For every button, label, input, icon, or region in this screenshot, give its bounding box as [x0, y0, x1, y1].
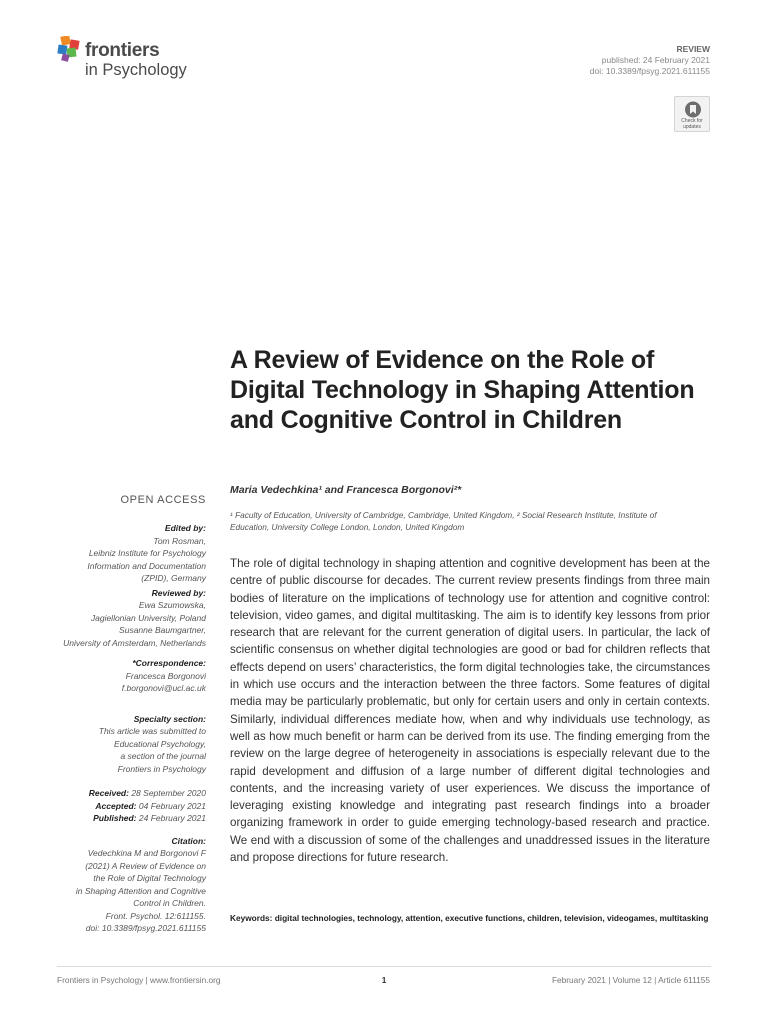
- keywords-list: digital technologies, technology, attention, executive functions, children, television, videogames, multitasking: [274, 913, 709, 923]
- edited-by-section: [40, 522, 206, 585]
- article-doi[interactable]: doi: 10.3389/fpsyg.2021.611155: [589, 66, 710, 76]
- reviewed-by-label: Reviewed by:: [151, 587, 206, 598]
- reviewer-line: University of Amsterdam, Netherlands: [63, 637, 206, 648]
- citation-label: Citation:: [171, 835, 206, 846]
- citation-doi[interactable]: doi: 10.3389/fpsyg.2021.611155: [85, 923, 206, 933]
- correspondence-label: *Correspondence:: [132, 658, 206, 668]
- article-meta-header: [590, 44, 710, 77]
- editor-line: Tom Rosman,: [153, 535, 206, 546]
- reviewer-line: Susanne Baumgartner,: [119, 625, 206, 635]
- bookmark-icon: [684, 101, 702, 118]
- article-title: A Review of Evidence on the Role of Digital Technology in Shaping Attention and Cognitive Control in Children: [230, 346, 695, 434]
- published-date-sidebar: Published: 24 February 2021: [93, 813, 206, 823]
- correspondence-email[interactable]: f.borgonovi@ucl.ac.uk: [121, 683, 206, 693]
- specialty-line: Frontiers in Psychology: [117, 763, 206, 774]
- reviewer-line: Ewa Szumowska,: [138, 600, 206, 610]
- citation-line: the Role of Digital Technology: [93, 873, 206, 883]
- article-sidebar: [40, 522, 206, 943]
- article-dates: [40, 787, 206, 825]
- article-keywords: [230, 913, 710, 924]
- received-date: Received: 28 September 2020: [88, 788, 206, 798]
- reviewed-by-section: [40, 587, 206, 650]
- citation-line: (2021) A Review of Evidence on: [85, 860, 206, 871]
- article-type: REVIEW: [676, 44, 710, 54]
- footer-journal-link[interactable]: Frontiers in Psychology | www.frontiersin.org: [57, 975, 221, 985]
- correspondence-name: Francesca Borgonovi: [125, 670, 206, 681]
- journal-logo[interactable]: [57, 33, 207, 83]
- page-number: 1: [381, 975, 387, 985]
- author-affiliations: ¹ Faculty of Education, University of Cambridge, Cambridge, United Kingdom, ² Social Research Institute, Institute of Education, University College London, London, United Kingdom: [230, 510, 657, 532]
- correspondence-section: [40, 657, 206, 695]
- specialty-label: Specialty section:: [133, 713, 206, 724]
- editor-line: Information and Documentation: [87, 560, 206, 571]
- citation-section: [40, 835, 206, 935]
- edited-by-label: Edited by:: [164, 523, 206, 533]
- specialty-line: a section of the journal: [120, 751, 206, 761]
- keywords-label: Keywords:: [230, 913, 273, 923]
- citation-line: Vedechkina M and Borgonovi F: [87, 848, 206, 858]
- reviewer-line: Jagiellonian University, Poland: [90, 612, 206, 623]
- footer-issue-info: February 2021 | Volume 12 | Article 611155: [551, 975, 710, 985]
- open-access-label: OPEN ACCESS: [120, 494, 206, 506]
- editor-line: (ZPID), Germany: [141, 573, 206, 583]
- logo-text-frontiers: frontiers: [85, 40, 160, 61]
- citation-line: Front. Psychol. 12:611155.: [105, 910, 206, 921]
- editor-line: Leibniz Institute for Psychology: [88, 548, 206, 558]
- article-authors[interactable]: Maria Vedechkina¹ and Francesca Borgonovi²*: [230, 484, 462, 496]
- frontiers-logo-icon: [57, 36, 81, 62]
- check-updates-label: Check for updates: [681, 118, 703, 130]
- check-for-updates-badge[interactable]: [674, 96, 710, 132]
- specialty-line: Educational Psychology,: [114, 738, 206, 749]
- specialty-section: [40, 713, 206, 776]
- footer-divider: [57, 966, 711, 967]
- citation-line: Control in Children.: [133, 898, 206, 908]
- article-abstract: The role of digital technology in shaping attention and cognitive development has been at the centre of public discourse for decades. The current review presents findings from three main bodies of literature on the implications of technology use for attention and cognitive control: television, video games, and digital multitasking. The aim is to identify key lessons from prior research that are relevant for the current generation of digital users. In particular, the lack of scientific consensus on whether digital technologies are good or bad for children reflects that effects depend on users’ characteristics, the form digital technologies take, the circumstances in which use occurs and the interaction between the three factors. Some features of digital media may be particularly problematic, but only for certain users and only in certain contexts. Similarly, individual differences mediate how, when and why individuals use technology, as well as how much benefit or harm can be derived from its use. The finding emerging from the review on the large degree of heterogeneity in associations is especially relevant due to the rapid development and diffusion of a large number of different digital technologies and contents, and the increasing variety of user experiences. We discuss the importance of leveraging existing knowledge and integrating past research findings into a broader organizing framework in order to guide emerging technology-based research and practice. We end with a discussion of some of the challenges and unaddressed issues in the literature and propose directions for future research.: [230, 557, 710, 865]
- published-date: published: 24 February 2021: [601, 55, 710, 65]
- logo-text-journal: in Psychology: [85, 61, 187, 79]
- specialty-line: This article was submitted to: [98, 726, 206, 736]
- accepted-date: Accepted: 04 February 2021: [95, 800, 206, 811]
- citation-line: in Shaping Attention and Cognitive: [75, 885, 206, 896]
